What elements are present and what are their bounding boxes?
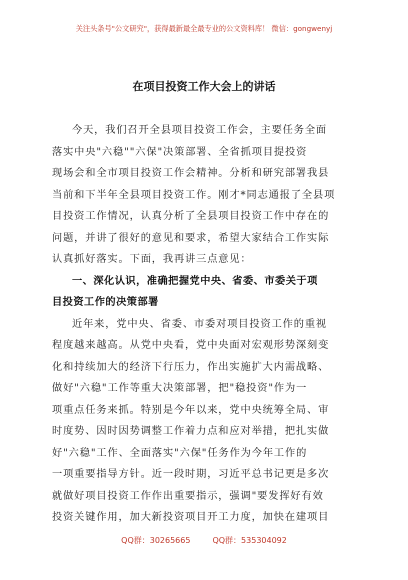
paragraph-2-line: 程度越来越高。从党中央看，党中央面对宏观形势深刻变: [52, 340, 330, 351]
footer-qq-group-1: QQ群：30265665: [121, 536, 191, 545]
document-body: [52, 120, 358, 529]
paragraph-2-line: 项重点任务来抓。特别是今年以来，党中央统筹全局、审: [52, 404, 330, 416]
paragraph-2-line: 投资关键作用，加大新投资项目开工力度，加快在建项目: [52, 512, 330, 523]
header-note: 关注头条号"公文研究"，获得最新最全最专业的公文资料库！ 微信：gongwenyj: [75, 24, 333, 33]
section-heading-line: 目投资工作的决策部署: [52, 297, 159, 308]
paragraph-2-line: 好"六稳"工作、全面落实"六保"任务作为今年工作的: [52, 447, 308, 459]
paragraph-1-line: 当前和下半年全县项目投资工作。刚才*同志通报了全县项: [52, 189, 336, 201]
paragraph-2-line: 一项重要指导方针。近一段时期，习近平总书记更是多次: [52, 469, 330, 480]
paragraph-2-line: 就做好项目投资工作作出重要指示，强调"要发挥好有效: [52, 490, 324, 502]
paragraph-2-line: 时度势、因时因势调整工作着力点和应对举措，把扎实做: [52, 426, 330, 437]
paragraph-2-line: 近年来，党中央、省委、市委对项目投资工作的重视: [72, 318, 328, 330]
footer-qq-group-2: QQ群：535304092: [212, 536, 287, 545]
paragraph-1-line: 目投资工作情况，认真分析了全县项目投资工作中存在的: [52, 211, 330, 222]
paragraph-1-line: 现场会和全市项目投资工作会精神。分析和研究部署我县: [52, 168, 330, 179]
paragraph-1-line: 落实中央"六稳""六保"决策部署、全省抓项目提投资: [52, 146, 308, 158]
paragraph-2-line: 化和持续加大的经济下行压力，作出实施扩大内需战略、: [52, 361, 330, 373]
paragraph-1-line: 问题，并讲了很好的意见和要求，希望大家结合工作实际: [52, 232, 330, 244]
footer-contact: [30, 535, 378, 546]
paragraph-2-line: 做好"六稳"工作等重大决策部署，把"稳投资"作为一: [52, 383, 308, 394]
paragraph-1-line: 今天，我们召开全县项目投资工作会，主要任务全面: [72, 125, 328, 136]
paragraph-1-line: 认真抓好落实。下面，我再讲三点意见：: [52, 254, 252, 265]
document-title: 在项目投资工作大会上的讲话: [132, 80, 276, 93]
section-heading-line: 一、深化认识，准确把握党中央、省委、市委关于项: [72, 275, 318, 287]
